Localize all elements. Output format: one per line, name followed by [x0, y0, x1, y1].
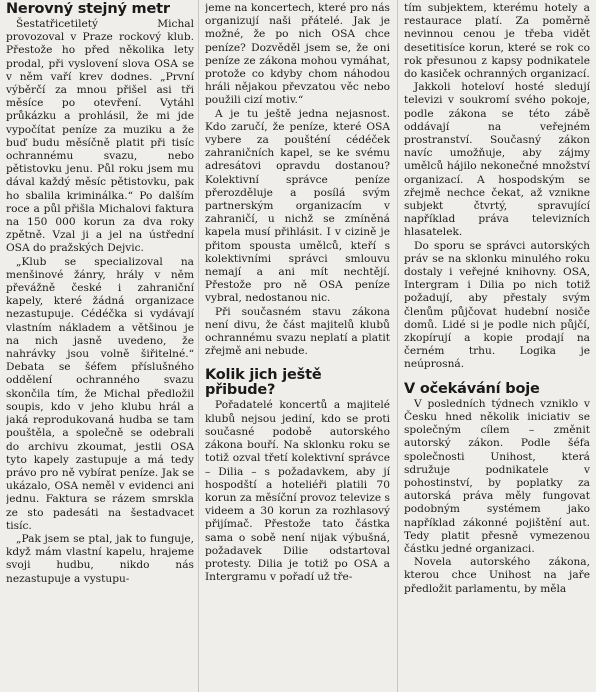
- text-column-1: [6, 2, 194, 692]
- column-divider: [397, 0, 398, 692]
- paragraph: Jakkoli hoteloví hosté sledují televizi v soukromí svého pokoje, podle zákona se této zábě oddávají na veřejném prostranství. Současný zákon navíc umožňuje, aby zájmy umělců hájilo nekonečné množství organizací. A hospodským se zřejmě nechce čekat, až vznikne subjekt čtvrtý, spravující například práva televizních hlasatelek.: [404, 81, 590, 239]
- paragraph: Při současném stavu zákona není divu, že část majitelů klubů ochrannému svazu neplatí a platit zřejmě ani nebude.: [205, 305, 390, 358]
- paragraph: Novela autorského zákona, kterou chce Unihost na jaře předložit parlamentu, by měla: [404, 556, 590, 595]
- section-heading: V očekávání boje: [404, 380, 540, 397]
- text-column-2: [205, 2, 390, 692]
- paragraph: Pořadatelé koncertů a majitelé klubů nejsou jediní, kdo se proti současné podobě autorského zákona bouří. Na sklonku roku se totiž ozval třetí kolektivní správce – Dilia – s požadavkem, aby jí hospodští a hoteliéři platili 70 korun za měsíční provoz televize s videem a 30 korun za rozhlasový přijímač. Přestože tato částka sama o sobě není nijak výbušná, požadavek Dilie odstartoval protesty. Dilia je totiž po OSA a Intergramu v pořadí už tře-: [205, 399, 390, 584]
- column-divider: [198, 0, 199, 692]
- paragraph: A je tu ještě jedna nejasnost. Kdo zaručí, že peníze, které OSA vybere za poušténí cédéček zahraničních kapel, se ke svému adresátovi opravdu dostanou? Kolektivní správce peníze přerozděluje a posílá svým partnerským organizacím v zahraničí, u nichž se zmíněná kapela musí přihlásit. I v cizině je přitom spousta umělců, kteří s kolektivními správci smlouvu nemají a ani mít nechtějí. Přestože pro ně OSA peníze vybral, nedostanou nic.: [205, 107, 390, 305]
- section-heading: Kolik jich ještě přibude?: [205, 367, 322, 399]
- paragraph: „Pak jsem se ptal, jak to funguje, když mám vlastní kapelu, hrajeme svoji hudbu, nikdo nás nezastupuje a vystupu-: [6, 532, 194, 585]
- paragraph: tím subjektem, kterému hotely a restaurace platí. Za poměrně nevinnou cenou je třeba vidět desetitisíce korun, které se rok co rok přesunou z kapsy podnikatele do kasiček ochranných organizací.: [404, 2, 590, 81]
- paragraph: jeme na koncertech, které pro nás organizují naši přátelé. Jak je možné, že po nich OSA chce peníze? Dozvěděl jsem se, že oni peníze ze zákona mohou vymáhat, protože co kdyby chom náhodou hráli nějakou převzatou věc nebo použili cizí motiv.“: [205, 2, 390, 107]
- section-heading: Nerovný stejný metr: [6, 2, 170, 17]
- paragraph: Do sporu se správci autorských práv se na sklonku minulého roku dostaly i veřejné knihovny. OSA, Intergram i Dilia po nich totiž požadují, aby přestaly svým členům půjčovat hudební nosiče domů. Lidé si je podle nich půjčí, zkopírují a kopie prodají na černém trhu. Logika je neúprosná.: [404, 239, 590, 371]
- text-column-3: [404, 2, 590, 692]
- paragraph: V posledních týdnech vzniklo v Česku hned několik iniciativ se společným cílem – změnit autorský zákon. Podle šéfa společnosti Unihost, která sdružuje podnikatele v pohostinství, by poplatky za autorská práva měly fungovat podobným systémem jako například zákonné pojištění aut. Tedy platit přesně vymezenou částku jedné organizaci.: [404, 397, 590, 555]
- paragraph: „Klub se specializoval na menšinové žánry, hrály v něm převážně české i zahraniční kapely, které žádná organizace nezastupuje. Cédéčka si vydávají vlastním nákladem a většinou je na nich jasně uvedeno, že nahrávky jsou volně šiřitelné.“ Debata se šéfem příslušného oddělení ochranného svazu skončila tím, že Michal předložil soupis, kdo v jeho klubu hrál a jaká reprodukovaná hudba se tam pouštěla, a společně se odebrali do archivu zkoumat, jestli OSA tyto kapely zastupuje a má tedy právo pro ně vybírat peníze. Jak se ukázalo, OSA neměl v evidenci ani jednu. Faktura se rázem smrskla ze sto padesáti na šestadvacet tisíc.: [6, 255, 194, 532]
- paragraph: Šestatřicetiletý Michal provozoval v Praze rockový klub. Přestože ho před několika lety prodal, při vyslovení slova OSA se v něm vaří krev dodnes. „První výběrčí za mnou přišel asi tři měsíce po otevření. Vytáhl průkázku a prohlásil, že mi jde vypočítat peníze za muziku a že buď budu měsíčně platit při tisíc ochrannému svazu, nebo pětistovku jenu. Půl roku jsem mu dával každý měsíc pětistovku, pak ho sbalila kriminálka.“ Po dalším roce a půl přišla Michalovi faktura na 150 000 korun za dva roky zpětně. Vzal ji a jel na ústřední OSA do pražských Dejvic.: [6, 18, 194, 255]
